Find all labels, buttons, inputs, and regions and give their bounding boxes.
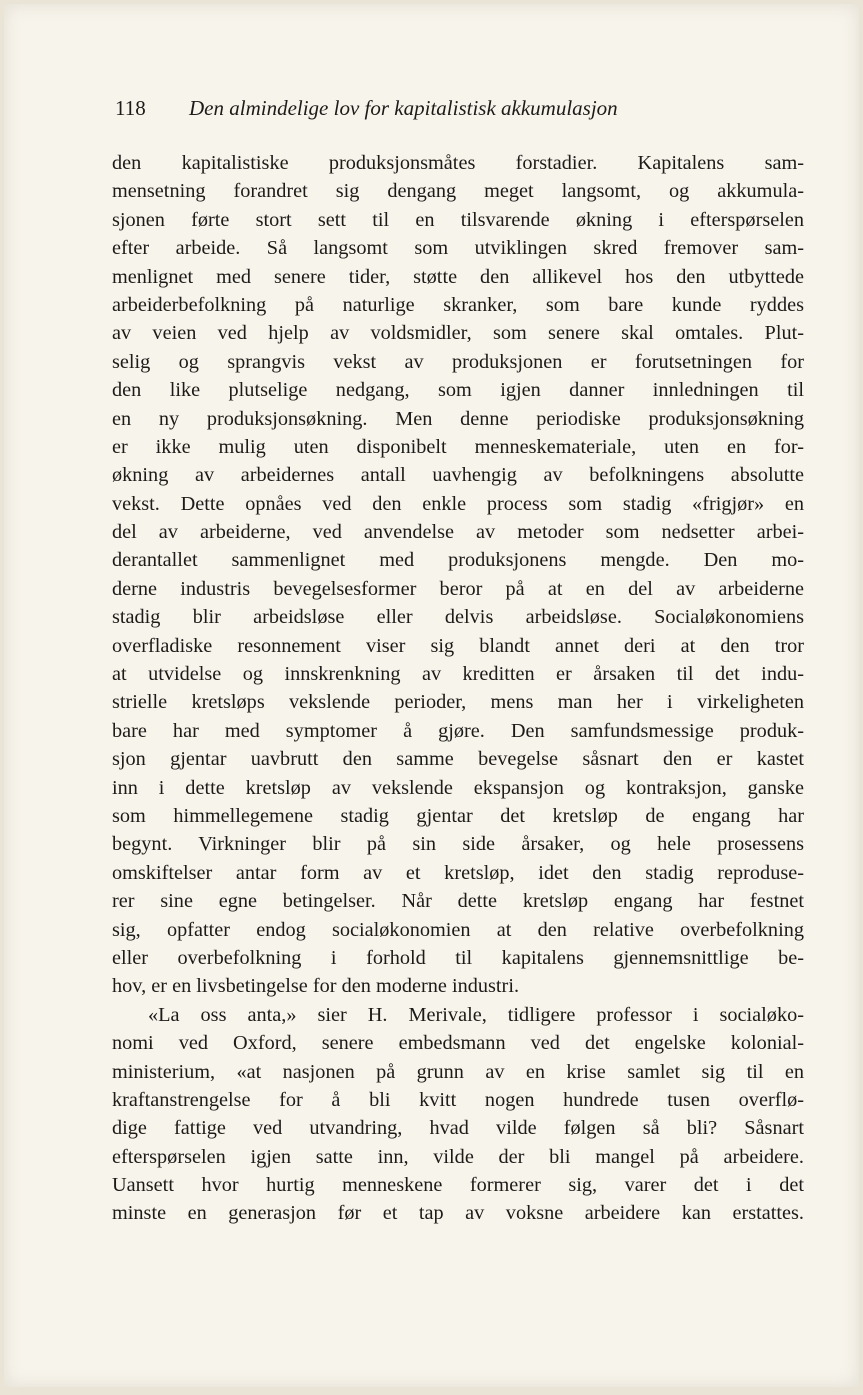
text-line: efterspørselen igjen satte inn, vilde der bli mangel på arbeidere. [112,1145,804,1168]
text-line: som himmellegemene stadig gjentar det kretsløp de engang har [112,804,804,827]
text-line: en ny produksjonsøkning. Men denne periodiske produksjonsøkning [112,407,804,430]
text-line: «La oss anta,» sier H. Merivale, tidligere professor i socialøko- [148,1003,804,1026]
body-text [112,149,804,1228]
text-line: efter arbeide. Så langsomt som utviklingen skred fremover sam- [112,237,804,260]
text-line: ministerium, «at nasjonen på grunn av en krise samlet sig til en [112,1060,804,1083]
text-line: nomi ved Oxford, senere embedsmann ved det engelske kolonial- [112,1032,804,1055]
text-line: begynt. Virkninger blir på sin side årsaker, og hele prosessens [112,833,804,856]
book-page [4,4,859,1387]
text-line: at utvidelse og innskrenkning av kreditten er årsaken til det indu- [112,663,804,686]
text-line: hov, er en livsbetingelse for den moderne industri. [112,975,520,998]
text-line: kraftanstrengelse for å bli kvitt nogen hundrede tusen overflø- [112,1088,804,1111]
text-line: minste en generasjon før et tap av voksne arbeidere kan erstattes. [112,1202,804,1225]
text-line: derne industris bevegelsesformer beror på at en del av arbeiderne [112,577,804,600]
text-line: dige fattige ved utvandring, hvad vilde følgen så bli? Såsnart [112,1117,804,1140]
text-line: selig og sprangvis vekst av produksjonen er forutsetningen for [112,350,804,373]
text-line: den kapitalistiske produksjonsmåtes forstadier. Kapitalens sam- [112,152,804,174]
text-line: økning av arbeidernes antall uavhengig av befolkningens absolutte [112,464,804,487]
text-line: arbeiderbefolkning på naturlige skranker, som bare kunde ryddes [112,293,804,316]
text-line: overfladiske resonnement viser sig blandt annet deri at den tror [112,634,804,657]
text-line: den like plutselige nedgang, som igjen danner innledningen til [112,379,804,402]
text-line: bare har med symptomer å gjøre. Den samfundsmessige produk- [112,719,804,742]
text-line: sjonen førte stort sett til en tilsvarende økning i efterspørselen [112,208,804,231]
text-line: er ikke mulig uten disponibelt menneskemateriale, uten en for- [112,435,804,458]
text-line: strielle kretsløps vekslende perioder, mens man her i virkeligheten [112,691,804,714]
text-line: mensetning forandret sig dengang meget langsomt, og akkumula- [112,180,804,203]
text-line: sjon gjentar uavbrutt den samme bevegelse såsnart den er kastet [112,748,804,771]
text-line: inn i dette kretsløp av vekslende ekspansjon og kontraksjon, ganske [112,776,804,799]
running-title: Den almindelige lov for kapitalistisk akkumulasjon [189,96,618,120]
text-line: Uansett hvor hurtig menneskene formerer sig, varer det i det [112,1174,804,1197]
paragraph-2 [112,1001,804,1228]
text-line: del av arbeiderne, ved anvendelse av metoder som nedsetter arbei- [112,521,804,544]
text-line: omskiftelser antar form av et kretsløp, idet den stadig reproduse- [112,861,804,884]
text-line: vekst. Dette opnåes ved den enkle process som stadig «frigjør» en [112,492,804,515]
paragraph-1 [112,149,804,1001]
text-line: rer sine egne betingelser. Når dette kretsløp engang har festnet [112,890,804,913]
text-line: menlignet med senere tider, støtte den allikevel hos den utbyttede [112,265,804,288]
text-line: av veien ved hjelp av voldsmidler, som senere skal omtales. Plut- [112,322,804,345]
page-number: 118 [115,96,146,120]
text-line: derantallet sammenlignet med produksjonens mengde. Den mo- [112,549,804,572]
text-line: eller overbefolkning i forhold til kapitalens gjennemsnittlige be- [112,946,804,969]
text-line: sig, opfatter endog socialøkonomien at den relative overbefolkning [112,918,804,941]
text-line: stadig blir arbeidsløse eller delvis arbeidsløse. Socialøkonomiens [112,606,804,629]
